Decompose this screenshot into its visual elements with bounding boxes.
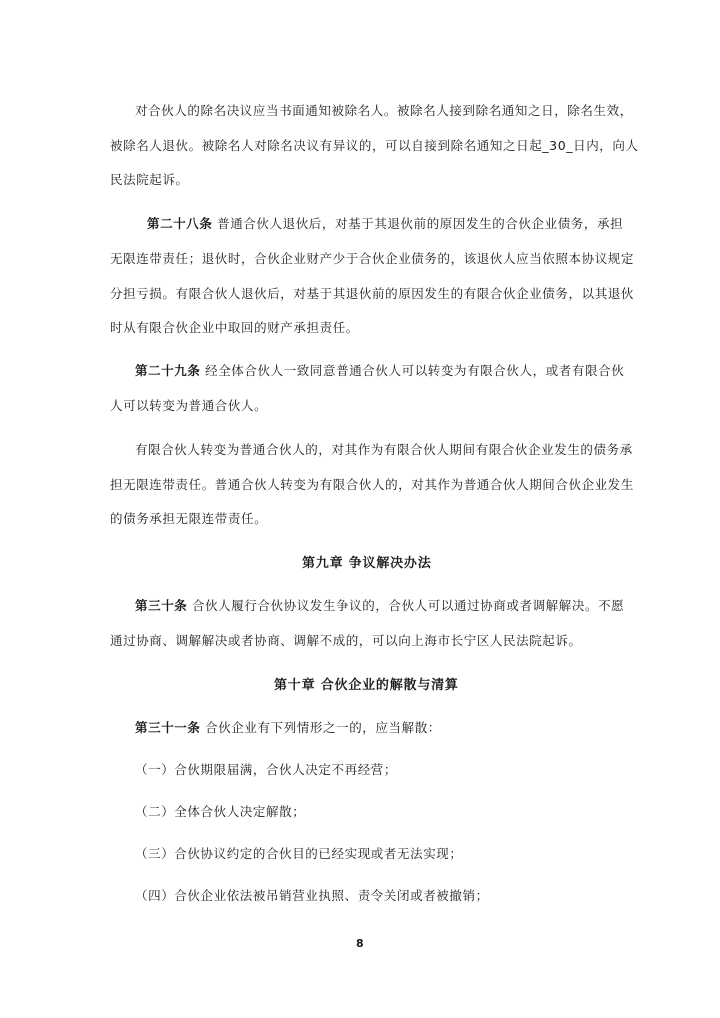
paragraph-line: 民法院起诉。 (110, 172, 189, 187)
paragraph-line: 有限合伙人转变为普通合伙人的，对其作为有限合伙人期间有限合伙企业发生的债务承 (135, 442, 633, 457)
paragraph-line: 担无限连带责任。普通合伙人转变为有限合伙人的，对其作为普通合伙人期间合伙企业发生 (110, 477, 635, 492)
paragraph-line: 通过协商、调解解决或者协商、调解不成的，可以向上海市长宁区人民法院起诉。 (110, 633, 582, 648)
paragraph-line: 的债务承担无限连带责任。 (110, 511, 268, 526)
article-29-first-line (135, 361, 624, 379)
article-30-first-line (135, 596, 624, 614)
article-30-label: 第三十条 (135, 598, 188, 613)
article-31-first-line (135, 718, 441, 736)
article-30-text: 合伙人履行合伙协议发生争议的，合伙人可以通过协商或者调解解决。不愿 (191, 598, 625, 613)
chapter-10-heading: 第十章 合伙企业的解散与清算 (274, 678, 459, 693)
paragraph-line: 被除名人退伙。被除名人对除名决议有异议的，可以自接到除名通知之日起_30_日内，向人 (110, 138, 639, 153)
chapter-9-heading: 第九章 争议解决办法 (302, 556, 432, 571)
list-item: （一）合伙期限届满，合伙人决定不再经营； (135, 762, 398, 777)
list-item: （三）合伙协议约定的合伙目的已经实现或者无法实现； (135, 846, 463, 861)
article-28-text: 普通合伙人退伙后，对基于其退伙前的原因发生的合伙企业债务，承担 (217, 216, 624, 231)
article-31-text: 合伙企业有下列情形之一的，应当解散： (205, 720, 441, 735)
list-item: （二）全体合伙人决定解散； (135, 804, 306, 819)
paragraph-line: 时从有限合伙企业中取回的财产承担责任。 (110, 320, 359, 335)
article-28-first-line (147, 214, 623, 232)
article-29-label: 第二十九条 (135, 363, 201, 378)
article-28-label: 第二十八条 (147, 216, 213, 231)
paragraph-line: 分担亏损。有限合伙人退伙后，对基于其退伙前的原因发生的有限合伙企业债务，以其退伙 (110, 286, 635, 301)
article-29-text: 经全体合伙人一致同意普通合伙人可以转变为有限合伙人，或者有限合伙 (205, 363, 625, 378)
paragraph-line: 无限连带责任；退伙时，合伙企业财产少于合伙企业债务的，该退伙人应当依照本协议规定 (110, 251, 635, 266)
page-number: 8 (356, 937, 364, 950)
paragraph-line: 人可以转变为普通合伙人。 (110, 398, 268, 413)
article-31-label: 第三十一条 (135, 720, 201, 735)
paragraph-line: 对合伙人的除名决议应当书面通知被除名人。被除名人接到除名通知之日，除名生效， (135, 103, 633, 118)
list-item: （四）合伙企业依法被吊销营业执照、责令关闭或者被撤销； (135, 888, 489, 903)
